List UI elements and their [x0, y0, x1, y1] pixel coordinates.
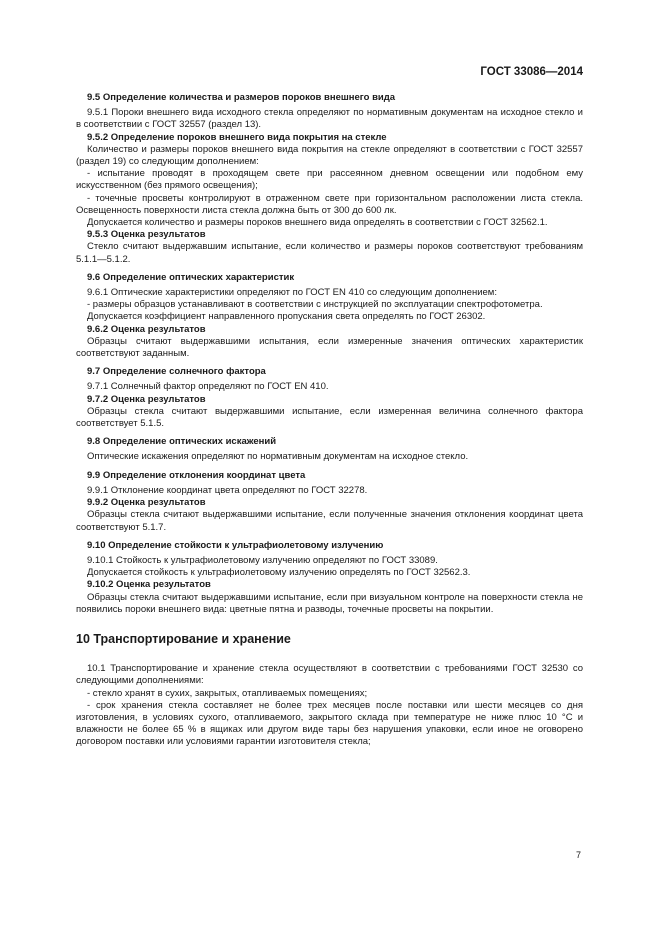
section-heading: 9.7.2 Оценка результатов	[87, 393, 206, 405]
paragraph: Образцы стекла считают выдержавшими испытание, если полученные значения отклонения координат цвета соответствуют 5.1.7.	[76, 509, 583, 533]
section-heading: 9.5.3 Оценка результатов	[87, 229, 206, 241]
paragraph: Допускается количество и размеры пороков внешнего вида определять в соответствии с ГОСТ 32562.1.	[87, 217, 548, 229]
section-heading: 9.8 Определение оптических искажений	[87, 436, 277, 448]
section-heading: 9.7 Определение солнечного фактора	[87, 366, 266, 378]
section-heading: 9.10 Определение стойкости к ультрафиолетовому излучению	[87, 539, 384, 551]
paragraph: 9.5.1 Пороки внешнего вида исходного стекла определяют по нормативным документам на исходное стекло и в соответствии с ГОСТ 32557 (раздел 13).	[76, 107, 583, 131]
section-heading: 9.9.2 Оценка результатов	[87, 497, 206, 509]
paragraph: Количество и размеры пороков внешнего вида покрытия на стекле определяют в соответствии с ГОСТ 32557 (раздел 19) со следующим дополнением:	[76, 143, 583, 168]
paragraph: - срок хранения стекла составляет не более трех месяцев после поставки или шести месяцев со дня изготовления, в условиях сухого, отапливаемого, закрытого склада при температуре не ниже плюс 10 °С и влажности не более 65 % в ящиках или другом виде тары без нарушения упаковки, если иное не оговорено договором поставки или условиями гарантии изготовителя стекла;	[76, 699, 583, 748]
paragraph: Образцы считают выдержавшими испытания, если измеренные значения оптических характеристик соответствуют заданным.	[76, 335, 583, 360]
section-heading: 9.5.2 Определение пороков внешнего вида покрытия на стекле	[87, 131, 387, 143]
paragraph: Допускается коэффициент направленного пропускания света определять по ГОСТ 26302.	[87, 311, 486, 323]
paragraph: Образцы стекла считают выдержавшими испытание, если измеренная величина солнечного фактора соответствует 5.1.5.	[76, 405, 583, 430]
document-header: ГОСТ 33086—2014	[480, 66, 583, 78]
paragraph: - точечные просветы контролируют в отраженном свете при горизонтальном расположении листа стекла. Освещенность поверхности листа стекла должна быть от 300 до 600 лк.	[76, 192, 583, 216]
paragraph: 9.6.1 Оптические характеристики определяют по ГОСТ EN 410 со следующим дополнением:	[87, 287, 497, 299]
paragraph: Образцы стекла считают выдержавшими испытание, если при визуальном контроле на поверхности стекла не появились пороки внешнего вида: цветные пятна и разводы, точечные просветы на покрытии.	[76, 591, 583, 615]
paragraph: - размеры образцов устанавливают в соответствии с инструкцией по эксплуатации спектрофотометра.	[87, 299, 543, 311]
section-heading: 9.6.2 Оценка результатов	[87, 323, 206, 335]
section-heading: 9.6 Определение оптических характеристик	[87, 271, 295, 283]
paragraph: - стекло хранят в сухих, закрытых, отапливаемых помещениях;	[87, 687, 368, 699]
document-body	[76, 92, 583, 749]
page-number: 7	[575, 850, 581, 860]
section-heading: 9.9 Определение отклонения координат цвета	[87, 469, 306, 481]
paragraph: 9.10.1 Стойкость к ультрафиолетовому излучению определяют по ГОСТ 33089.	[87, 554, 438, 566]
paragraph: 9.9.1 Отклонение координат цвета определяют по ГОСТ 32278.	[87, 484, 368, 496]
paragraph: Допускается стойкость к ультрафиолетовому излучению определять по ГОСТ 32562.3.	[87, 567, 471, 579]
paragraph: Стекло считают выдержавшим испытание, если количество и размеры пороков соответствуют требованиям 5.1.1—5.1.2.	[76, 241, 583, 265]
paragraph: 10.1 Транспортирование и хранение стекла осуществляют в соответствии с требованиями ГОСТ 32530 со следующими дополнениями:	[76, 663, 583, 687]
section-heading: 9.5 Определение количества и размеров пороков внешнего вида	[87, 92, 396, 103]
paragraph: 9.7.1 Солнечный фактор определяют по ГОСТ EN 410.	[87, 381, 329, 393]
section-heading: 9.10.2 Оценка результатов	[87, 579, 211, 591]
paragraph: Оптические искажения определяют по нормативным документам на исходное стекло.	[87, 451, 469, 463]
paragraph: - испытание проводят в проходящем свете при рассеянном дневном освещении или подобном ему искусственном (без прямого освещения);	[76, 168, 583, 192]
section-title: 10 Транспортирование и хранение	[76, 631, 291, 646]
